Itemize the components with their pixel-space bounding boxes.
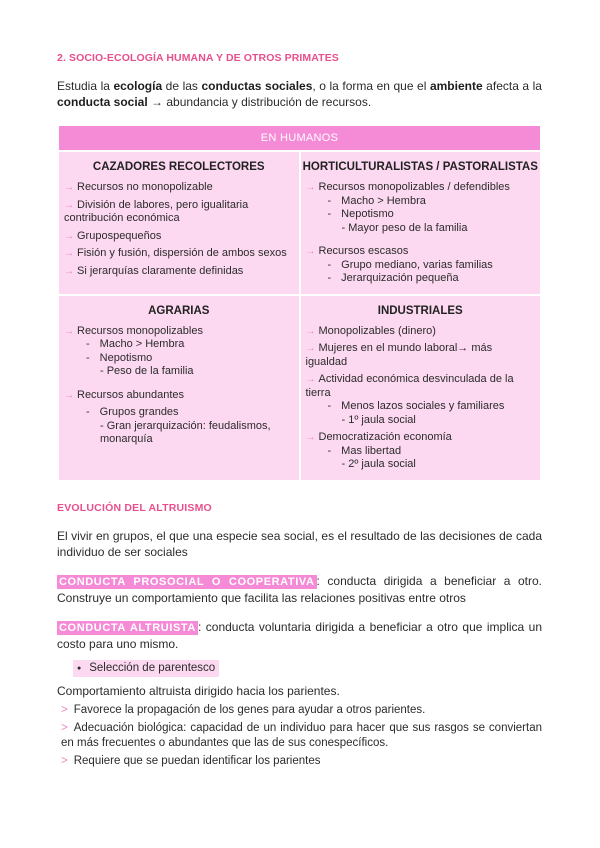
chevron-right-icon: > xyxy=(61,721,68,734)
list-item: → Si jerarquías claramente definidas xyxy=(64,264,244,277)
parentesco-paragraph: Comportamiento altruista dirigido hacia los parientes. xyxy=(57,683,340,698)
document-page xyxy=(57,52,542,772)
list-item: → Monopolizables (dinero) xyxy=(305,324,436,337)
sub-item: - Grupo mediano, varias familias xyxy=(327,258,493,271)
sub-item: - 1º jaula social xyxy=(341,413,416,426)
sub-item: - Gran jerarquización: feudalismos, monarquía xyxy=(100,419,271,445)
chevron-right-icon: > xyxy=(61,703,68,716)
sub-item: - Nepotismo xyxy=(86,351,153,364)
arrow-icon: → xyxy=(305,343,316,354)
industriales-title: INDUSTRIALES xyxy=(377,304,463,317)
list-item: → División de labores, pero igualitaria contribución económica xyxy=(64,198,249,224)
arrow-icon: → xyxy=(64,389,74,401)
horticulturalistas-title: HORTICULTURALISTAS / PASTORALISTAS xyxy=(302,161,538,173)
sub-item: - Menos lazos sociales y familiares xyxy=(327,400,505,412)
cell-cazadores xyxy=(58,151,300,295)
agrarias-title: AGRARIAS xyxy=(148,304,210,317)
bullet-dot-icon: ● xyxy=(77,664,82,672)
cell-industriales xyxy=(300,295,542,481)
list-item: > Adecuación biológica: capacidad de un individuo para hacer que sus rasgos se conviertan en más frecuentes o abundantes que las de sus conespecíficos. xyxy=(61,721,542,749)
intro-paragraph: Estudia la ecología de las conductas sociales, o la forma en que el ambiente afecta a la conducta social → abundancia y distribución de recursos. xyxy=(57,79,542,109)
bullet-item: ● Selección de parentesco xyxy=(57,660,542,677)
arrow-icon: → xyxy=(305,182,316,193)
arrow-icon: → xyxy=(64,265,74,277)
altruista-definition: CONDUCTA ALTRUISTA : conducta voluntaria dirigida a beneficiar a otro que implica un costo para uno mismo. xyxy=(57,619,543,651)
arrow-icon: → xyxy=(64,182,74,193)
list-item: → Recursos no monopolizable xyxy=(64,181,213,193)
evolucion-title: EVOLUCIÓN DEL ALTRUISMO xyxy=(57,501,212,514)
arrow-icon: → xyxy=(64,248,74,259)
arrow-icon: → xyxy=(305,432,316,443)
table-header: EN HUMANOS xyxy=(58,125,541,151)
cell-agrarias xyxy=(58,295,300,481)
prosocial-term: CONDUCTA PROSOCIAL O COOPERATIVA xyxy=(59,575,315,588)
list-item: → Fisión y fusión, dispersión de ambos sexos xyxy=(64,247,287,259)
list-item: > Requiere que se puedan identificar los parientes xyxy=(61,754,321,767)
sub-item: - Macho > Hembra xyxy=(327,194,426,207)
cazadores-title: CAZADORES RECOLECTORES xyxy=(92,161,265,173)
list-item: → Recursos escasos xyxy=(305,245,409,257)
sub-item: - Jerarquización pequeña xyxy=(327,272,459,284)
arrow-icon: → xyxy=(64,325,74,337)
prosocial-definition: CONDUCTA PROSOCIAL O COOPERATIVA : conducta dirigida a beneficiar a otro. Construye un comportamiento que facilita las relaciones positivas entre otros xyxy=(57,573,543,605)
arrow-icon: → xyxy=(305,374,316,385)
list-item: → Recursos monopolizables / defendibles xyxy=(305,181,510,193)
sub-item: - 2º jaula social xyxy=(341,458,416,470)
evolucion-paragraph: El vivir en grupos, el que una especie sea social, es el resultado de las decisiones de cada individuo de ser sociales xyxy=(57,528,542,559)
list-item: → Grupospequeños xyxy=(64,229,162,242)
arrow-icon: → xyxy=(305,246,316,257)
arrow-icon: → xyxy=(64,230,74,242)
section-title: 2. SOCIO-ECOLOGÍA HUMANA Y DE OTROS PRIMATES xyxy=(57,52,339,64)
cell-horticulturalistas xyxy=(300,151,542,295)
sub-item: - Mas libertad xyxy=(327,444,402,457)
list-item: → Democratización economía xyxy=(305,431,452,443)
chevron-right-icon: > xyxy=(61,754,68,767)
arrow-icon: → xyxy=(305,325,316,337)
sub-item: - Grupos grandes xyxy=(86,406,179,418)
list-item: > Favorece la propagación de los genes para ayudar a otros parientes. xyxy=(61,703,426,716)
altruista-term: CONDUCTA ALTRUISTA xyxy=(59,621,196,634)
list-item: → Recursos monopolizables xyxy=(64,324,203,337)
sub-item: - Nepotismo xyxy=(327,208,394,220)
list-item: → Recursos abundantes xyxy=(64,388,185,401)
sub-item: - Mayor peso de la familia xyxy=(341,221,468,234)
sub-item: - Macho > Hembra xyxy=(86,338,185,350)
list-item: → Actividad económica desvinculada de la tierra xyxy=(305,373,514,399)
sub-item: - Peso de la familia xyxy=(100,365,194,377)
arrow-icon: → xyxy=(64,199,74,211)
list-item: → Mujeres en el mundo laboral→ más igualdad xyxy=(305,342,493,368)
humans-table xyxy=(57,124,542,482)
